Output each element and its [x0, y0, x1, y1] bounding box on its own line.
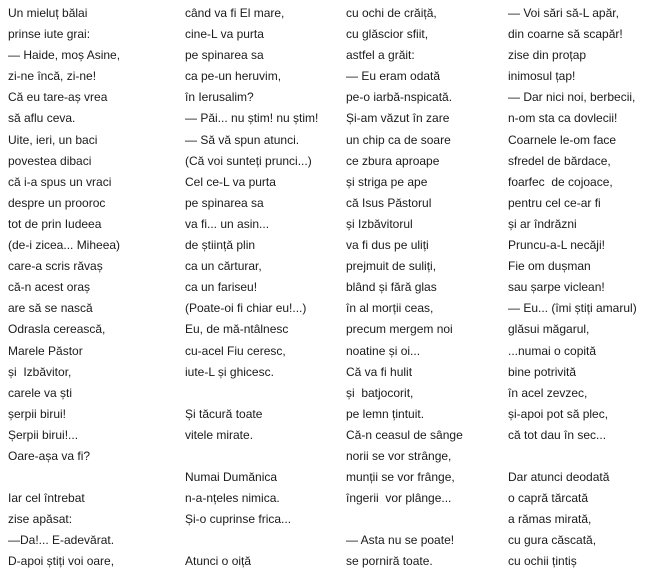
poem-line: va fi dus pe uliți	[346, 238, 429, 253]
poem-line: îngerii vor plânge...	[346, 491, 452, 506]
poem-line: bine potrivită	[508, 364, 577, 379]
poem-line: că-n acest oraș	[8, 280, 91, 295]
poem-line: — Eu eram odată	[346, 69, 441, 84]
poem-line: ce zbura aproape	[346, 153, 440, 168]
poem-line: — Eu... (îmi știți amarul)	[508, 301, 637, 316]
poem-line: Coarnele le-om face	[508, 132, 617, 147]
poem-line	[185, 383, 318, 404]
poem-line: să aflu ceva.	[8, 111, 76, 126]
poem-line: din coarne să scapăr!	[508, 27, 623, 42]
poem-line: Marele Păstor	[8, 343, 83, 358]
poem-line: are să se nască	[8, 301, 93, 316]
poem-line	[185, 446, 318, 467]
poem-line: Oare-așa va fi?	[8, 448, 91, 463]
poem-line: vitele mirate.	[185, 427, 254, 442]
poem-line: ca un fariseu!	[185, 280, 258, 295]
poem-line: zi-ne încă, zi-ne!	[8, 69, 97, 84]
poem-line: că Isus Păstorul	[346, 195, 432, 210]
poem-line: — Păi... nu știm! nu știm!	[185, 111, 319, 126]
poem-line: și Izbăvitorul	[346, 216, 413, 231]
poem-line: blând și fără glas	[346, 280, 437, 295]
poem-line: Atunci o oiță	[185, 554, 252, 569]
poem-line: — Asta nu se poate!	[346, 533, 455, 548]
poem-line: tot de prin Iudeea	[8, 216, 102, 231]
poem-line: în acel zevzec,	[508, 385, 588, 400]
poem-line: inimosul țap!	[508, 69, 576, 84]
poem-line: munții se vor frânge,	[346, 470, 455, 485]
poem-line: norii se vor strânge,	[346, 448, 452, 463]
poem-line: precum mergem noi	[346, 322, 453, 337]
poem-line: că i-a spus un vraci	[8, 174, 112, 189]
poem-line: D-apoi știți voi oare,	[8, 554, 115, 569]
poem-line: zise apăsat:	[8, 512, 73, 527]
poem-line: cu ochi de crăiță,	[346, 6, 437, 20]
poem-line: care-a scris răvaș	[8, 259, 103, 274]
poem-line: un chip ca de soare	[346, 132, 451, 147]
poem-line: Fie om dușman	[508, 259, 591, 274]
poem-line	[508, 446, 637, 467]
poem-line: ca un cărturar,	[185, 259, 262, 274]
poem-line: — Voi sări să-L apăr,	[508, 6, 619, 20]
poem-line: Dar atunci deodată	[508, 470, 610, 485]
poem-line: (de-i zicea... Miheea)	[8, 238, 121, 253]
poem-line: astfel a grăit:	[346, 48, 415, 63]
poem-line: Uite, ieri, un baci	[8, 132, 98, 147]
poem-line: pe spinarea sa	[185, 195, 264, 210]
poem-column-4	[508, 3, 637, 573]
poem-line: iute-L și ghicesc.	[185, 364, 274, 379]
poem-line: Iar cel întrebat	[8, 491, 85, 506]
poem-line: — Să vă spun atunci.	[185, 132, 300, 147]
poem-line: și striga pe ape	[346, 174, 428, 189]
poem-line	[185, 530, 318, 551]
poem-line: Numai Dumănica	[185, 470, 278, 485]
poem-line: în Ierusalim?	[185, 90, 254, 105]
poem-line: și Izbăvitor,	[8, 364, 72, 379]
poem-line: cu gura căscată,	[508, 533, 597, 548]
poem-line: Că va fi hulit	[346, 364, 413, 379]
poem-line: pe-o iarbă-nspicată.	[346, 90, 453, 105]
poem-line: Un mieluț bălai	[8, 6, 88, 20]
poem-line: Cel ce-L va purta	[185, 174, 276, 189]
poem-line: Că eu tare-aș vrea	[8, 90, 108, 105]
poem-line: și-apoi pot să plec,	[508, 406, 609, 421]
poem-column-2	[185, 3, 318, 573]
poem-line: pentru cel ce-ar fi	[508, 195, 601, 210]
poem-line: cu-acel Fiu ceresc,	[185, 343, 286, 358]
poem-line	[346, 509, 463, 530]
poem-line: povestea dibaci	[8, 153, 92, 168]
poem-line: Și-o cuprinse frica...	[185, 512, 292, 527]
poem-line	[8, 467, 120, 488]
poem-line: cu ochii țintiș	[508, 554, 577, 569]
poem-line: zise din proțap	[508, 48, 587, 63]
poem-line: se porniră toate.	[346, 554, 433, 569]
poem-line: când va fi El mare,	[185, 6, 285, 20]
poem-line: în al morții ceas,	[346, 301, 434, 316]
poem-line: ...numai o copită	[508, 343, 597, 358]
poem-line: prinse iute grai:	[8, 27, 91, 42]
poem-line: foarfec de cojoace,	[508, 174, 613, 189]
poem-line: de științǎ plin	[185, 238, 256, 253]
poem-line: (Poate-oi fi chiar eu!...)	[185, 301, 307, 316]
poem-column-1	[8, 3, 120, 573]
poem-line: n-a-nțeles nimica.	[185, 491, 280, 506]
poem-line: Șerpii birui!...	[8, 427, 79, 442]
poem-line: va fi... un asin...	[185, 216, 270, 231]
poem-line: Pruncu-a-L necăji!	[508, 238, 605, 253]
poem-line: și ar îndrăzni	[508, 216, 577, 231]
poem-line: cu glăscior sfiit,	[346, 27, 429, 42]
poem-line: sau șarpe viclean!	[508, 280, 605, 295]
poem-line: — Haide, moș Asine,	[8, 48, 121, 63]
poem-line: sfredel de bărdace,	[508, 153, 611, 168]
poem-line: cine-L va purta	[185, 27, 264, 42]
poem-line: Că-n ceasul de sânge	[346, 427, 463, 442]
poem-line: a rămas mirată,	[508, 512, 592, 527]
poem-line: despre un prooroc	[8, 195, 106, 210]
poem-line: Eu, de mă-ntâlnesc	[185, 322, 289, 337]
poem-line: o capră tărcată	[508, 491, 589, 506]
poem-line: și batjocorit,	[346, 385, 414, 400]
poem-line: noatine și oi...	[346, 343, 421, 358]
poem-column-3	[346, 3, 463, 573]
poem-line: Și-am văzut în zare	[346, 111, 450, 126]
poem-line: pe lemn țintuit.	[346, 406, 425, 421]
poem-line: — Dar nici noi, berbecii,	[508, 90, 636, 105]
poem-line: (Că voi sunteți prunci...)	[185, 153, 312, 168]
poem-line: —Da!... E-adevărat.	[8, 533, 115, 548]
poem-line: pe spinarea sa	[185, 48, 264, 63]
poem-line: că tot dau în sec...	[508, 427, 607, 442]
poem-line: Odrasla cerească,	[8, 322, 106, 337]
poem-line: ca pe-un heruvim,	[185, 69, 282, 84]
poem-line: glăsui măgarul,	[508, 322, 590, 337]
poem-line: prejmuit de suliți,	[346, 259, 437, 274]
poem-line: Și tăcură toate	[185, 406, 263, 421]
poem-line: n-om sta ca dovlecii!	[508, 111, 618, 126]
poem-line: șerpii birui!	[8, 406, 67, 421]
poem-line: carele va ști	[8, 385, 73, 400]
